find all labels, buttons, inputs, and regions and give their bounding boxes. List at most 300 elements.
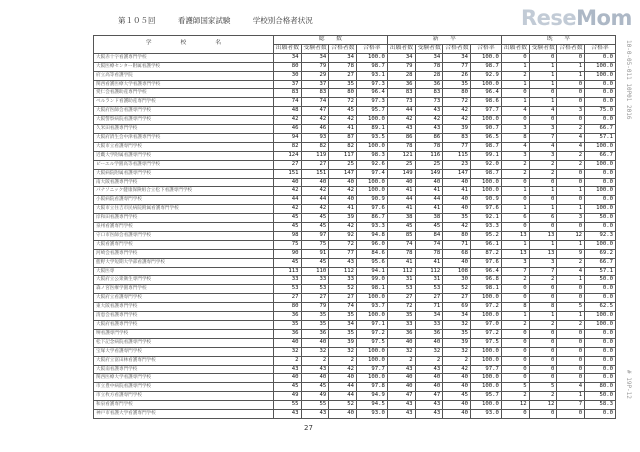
value-cell: 93.0 — [357, 410, 388, 419]
school-name: 関西看護医療大学看護専門学校 — [94, 80, 274, 89]
value-cell: 0 — [529, 329, 557, 338]
value-cell: 92.6 — [357, 160, 388, 169]
value-cell: 98.6 — [471, 98, 502, 107]
value-cell: 36 — [273, 329, 301, 338]
value-cell: 97 — [301, 231, 329, 240]
value-cell: 149 — [387, 169, 415, 178]
value-cell: 40 — [387, 383, 415, 392]
value-cell: 43 — [301, 365, 329, 374]
value-cell: 82 — [273, 142, 301, 151]
value-cell: 97.7 — [357, 365, 388, 374]
school-name: 市立枚方看護専門学校 — [94, 392, 274, 401]
value-cell: 57.1 — [585, 267, 616, 276]
sub-header-cell: 合格率 — [357, 44, 388, 53]
value-cell: 97.2 — [357, 329, 388, 338]
value-cell: 32 — [273, 347, 301, 356]
value-cell: 83 — [415, 89, 443, 98]
table-row — [94, 151, 616, 160]
value-cell: 32 — [329, 347, 357, 356]
value-cell: 0.0 — [585, 365, 616, 374]
table-row — [94, 80, 616, 89]
value-cell: 45 — [301, 223, 329, 232]
value-cell: 0.0 — [585, 196, 616, 205]
school-name: 大阪看護専門学校 — [94, 240, 274, 249]
value-cell: 69 — [443, 303, 471, 312]
sub-header-cell: 受験者数 — [529, 44, 557, 53]
value-cell: 72 — [329, 240, 357, 249]
value-cell: 0 — [529, 223, 557, 232]
value-cell: 98.7 — [471, 169, 502, 178]
value-cell: 100.0 — [471, 383, 502, 392]
value-cell: 100.0 — [357, 53, 388, 62]
value-cell: 45 — [329, 107, 357, 116]
value-cell: 147 — [443, 169, 471, 178]
table-row — [94, 214, 616, 223]
value-cell: 74 — [301, 98, 329, 107]
value-cell: 1 — [501, 187, 529, 196]
value-cell: 0.0 — [585, 98, 616, 107]
value-cell: 97.2 — [471, 303, 502, 312]
school-name: 神戸市看護大学看護専門学校 — [94, 410, 274, 419]
value-cell: 94.8 — [357, 231, 388, 240]
value-cell: 97.7 — [471, 107, 502, 116]
value-cell: 42 — [301, 205, 329, 214]
school-name: 岸和田看護専門学校 — [94, 214, 274, 223]
value-cell: 33 — [387, 321, 415, 330]
value-cell: 41 — [415, 205, 443, 214]
value-cell: 94.9 — [357, 392, 388, 401]
value-cell: 100.0 — [471, 401, 502, 410]
sub-header-cell: 合格者数 — [443, 44, 471, 53]
value-cell: 46 — [273, 125, 301, 134]
value-cell: 100.0 — [357, 347, 388, 356]
value-cell: 43 — [415, 410, 443, 419]
value-cell: 31 — [387, 276, 415, 285]
value-cell: 34 — [387, 53, 415, 62]
value-cell: 2 — [415, 356, 443, 365]
school-name: 市立豊中病院看護専門学校 — [94, 383, 274, 392]
value-cell: 32 — [387, 347, 415, 356]
value-cell: 43 — [387, 401, 415, 410]
value-cell: 23 — [443, 160, 471, 169]
school-name: 守口市医師会看護専門学校 — [94, 231, 274, 240]
value-cell: 66.7 — [585, 258, 616, 267]
value-cell: 78 — [387, 249, 415, 258]
value-cell: 40 — [443, 178, 471, 187]
value-cell: 2 — [557, 151, 585, 160]
value-cell: 93.7 — [357, 303, 388, 312]
value-cell: 86 — [415, 133, 443, 142]
value-cell: 75.0 — [585, 107, 616, 116]
value-cell: 74 — [415, 240, 443, 249]
value-cell: 40 — [415, 338, 443, 347]
value-cell: 45 — [301, 214, 329, 223]
value-cell: 42 — [273, 116, 301, 125]
value-cell: 53 — [415, 285, 443, 294]
value-cell: 1 — [529, 80, 557, 89]
sub-header-cell: 受験者数 — [415, 44, 443, 53]
value-cell: 45 — [443, 392, 471, 401]
value-cell: 0 — [501, 356, 529, 365]
value-cell: 95.7 — [357, 107, 388, 116]
value-cell: 40 — [329, 374, 357, 383]
table-row — [94, 107, 616, 116]
value-cell: 87 — [329, 133, 357, 142]
value-cell: 0 — [529, 196, 557, 205]
page-number: 27 — [304, 424, 313, 432]
value-cell: 78 — [387, 142, 415, 151]
value-cell: 27 — [301, 294, 329, 303]
value-cell: 113 — [273, 267, 301, 276]
value-cell: 47 — [415, 392, 443, 401]
value-cell: 0 — [501, 347, 529, 356]
table-row — [94, 312, 616, 321]
value-cell: 1 — [529, 98, 557, 107]
value-cell: 97.3 — [357, 80, 388, 89]
value-cell: 80 — [443, 89, 471, 98]
value-cell: 7 — [557, 401, 585, 410]
value-cell: 40 — [329, 178, 357, 187]
value-cell: 45 — [301, 383, 329, 392]
value-cell: 42 — [387, 116, 415, 125]
value-cell: 33 — [301, 276, 329, 285]
value-cell: 90.7 — [471, 125, 502, 134]
value-cell: 100.0 — [471, 80, 502, 89]
value-cell: 93.3 — [357, 223, 388, 232]
value-cell: 72 — [329, 98, 357, 107]
value-cell: 2 — [387, 356, 415, 365]
value-cell: 97.6 — [471, 258, 502, 267]
resemom-logo: ReseMom — [521, 6, 632, 30]
value-cell: 86.7 — [357, 214, 388, 223]
value-cell: 100.0 — [357, 178, 388, 187]
value-cell: 53 — [387, 285, 415, 294]
value-cell: 97.0 — [471, 321, 502, 330]
value-cell: 0.0 — [585, 347, 616, 356]
value-cell: 40 — [273, 374, 301, 383]
value-cell: 100.0 — [471, 347, 502, 356]
value-cell: 0 — [557, 223, 585, 232]
value-cell: 40 — [443, 258, 471, 267]
value-cell: 2 — [501, 276, 529, 285]
value-cell: 36 — [415, 80, 443, 89]
school-name: 東大阪看護専門学校 — [94, 303, 274, 312]
school-name: 久米田看護専門学校 — [94, 125, 274, 134]
report-subtitle: 学校別合格者状況 — [252, 16, 313, 25]
value-cell: 40 — [273, 178, 301, 187]
value-cell: 41 — [415, 187, 443, 196]
table-row — [94, 196, 616, 205]
school-name: 河崎会看護専門学校 — [94, 249, 274, 258]
value-cell: 0 — [501, 374, 529, 383]
table-row — [94, 169, 616, 178]
value-cell: 34 — [415, 53, 443, 62]
value-cell: 30 — [273, 71, 301, 80]
value-cell: 36 — [273, 312, 301, 321]
value-cell: 0 — [501, 223, 529, 232]
value-cell: 97.5 — [357, 338, 388, 347]
value-cell: 99.0 — [357, 276, 388, 285]
value-cell: 80 — [329, 89, 357, 98]
value-cell: 2 — [443, 356, 471, 365]
exam-round: 第１０５回 — [118, 16, 156, 25]
value-cell: 6 — [529, 214, 557, 223]
value-cell: 78 — [415, 142, 443, 151]
value-cell: 35 — [301, 312, 329, 321]
value-cell: 55 — [301, 401, 329, 410]
value-cell: 28 — [415, 71, 443, 80]
table-row — [94, 142, 616, 151]
value-cell: 78 — [415, 62, 443, 71]
table-row — [94, 267, 616, 276]
value-cell: 74 — [273, 98, 301, 107]
table-row — [94, 285, 616, 294]
value-cell: 92.9 — [471, 71, 502, 80]
value-cell: 96.4 — [471, 89, 502, 98]
value-cell: 82 — [301, 142, 329, 151]
value-cell: 43 — [387, 125, 415, 134]
value-cell: 100.0 — [585, 187, 616, 196]
table-row — [94, 276, 616, 285]
value-cell: 0 — [557, 169, 585, 178]
table-row — [94, 249, 616, 258]
value-cell: 100.0 — [471, 116, 502, 125]
value-cell: 52 — [443, 285, 471, 294]
value-cell: 43 — [273, 410, 301, 419]
value-cell: 1 — [501, 62, 529, 71]
table-row — [94, 347, 616, 356]
school-name: 泉州看護専門学校 — [94, 223, 274, 232]
value-cell: 75 — [273, 240, 301, 249]
value-cell: 44 — [415, 196, 443, 205]
value-cell: 71 — [415, 303, 443, 312]
exam-title: 看護師国家試験 — [177, 16, 231, 25]
value-cell: 40 — [301, 178, 329, 187]
value-cell: 73 — [415, 98, 443, 107]
value-cell: 1 — [529, 62, 557, 71]
value-cell: 1 — [529, 71, 557, 80]
value-cell: 5 — [501, 383, 529, 392]
table-row — [94, 401, 616, 410]
school-name: 大阪府立公衆衛生専門学校 — [94, 276, 274, 285]
value-cell: 39 — [443, 125, 471, 134]
value-cell: 0.0 — [585, 89, 616, 98]
value-cell: 100.0 — [585, 312, 616, 321]
value-cell: 62.5 — [585, 303, 616, 312]
value-cell: 119 — [301, 151, 329, 160]
table-row — [94, 365, 616, 374]
value-cell: 1 — [501, 98, 529, 107]
value-cell: 98 — [273, 231, 301, 240]
table-row — [94, 231, 616, 240]
value-cell: 2 — [529, 276, 557, 285]
table-row — [94, 53, 616, 62]
value-cell: 27 — [273, 160, 301, 169]
value-cell: 35 — [387, 312, 415, 321]
value-cell: 35 — [301, 321, 329, 330]
value-cell: 37 — [301, 80, 329, 89]
school-name: 愛仁会看護助産専門学校 — [94, 89, 274, 98]
value-cell: 0 — [557, 356, 585, 365]
value-cell: 7 — [529, 133, 557, 142]
value-cell: 97.1 — [357, 321, 388, 330]
value-cell: 25 — [415, 160, 443, 169]
value-cell: 50.0 — [585, 276, 616, 285]
value-cell: 0 — [529, 374, 557, 383]
value-cell: 1 — [557, 62, 585, 71]
value-cell: 79 — [301, 62, 329, 71]
value-cell: 80 — [273, 303, 301, 312]
value-cell: 99.1 — [471, 151, 502, 160]
value-cell: 40 — [387, 338, 415, 347]
group-header-repeat: 既 卒 — [501, 36, 615, 45]
value-cell: 42 — [273, 205, 301, 214]
value-cell: 57.1 — [585, 133, 616, 142]
value-cell: 0 — [557, 196, 585, 205]
value-cell: 100.0 — [471, 187, 502, 196]
school-name: 小阪病院看護専門学校 — [94, 196, 274, 205]
value-cell: 1 — [529, 312, 557, 321]
value-cell: 43 — [415, 125, 443, 134]
results-table — [93, 35, 616, 419]
value-cell: 97.6 — [357, 205, 388, 214]
value-cell: 33 — [415, 321, 443, 330]
value-cell: 37 — [273, 80, 301, 89]
value-cell: 0 — [557, 329, 585, 338]
sub-header-cell: 受験者数 — [301, 44, 329, 53]
value-cell: 121 — [387, 151, 415, 160]
value-cell: 35 — [443, 329, 471, 338]
value-cell: 0.0 — [585, 80, 616, 89]
value-cell: 80.0 — [585, 383, 616, 392]
value-cell: 100.0 — [585, 62, 616, 71]
table-row — [94, 321, 616, 330]
school-name: 近畿大学附属看護専門学校 — [94, 151, 274, 160]
value-cell: 0 — [557, 410, 585, 419]
value-cell: 2 — [501, 160, 529, 169]
value-cell: 0.0 — [585, 178, 616, 187]
value-cell: 0 — [557, 285, 585, 294]
value-cell: 43 — [273, 365, 301, 374]
value-cell: 44 — [387, 107, 415, 116]
value-cell: 27 — [387, 294, 415, 303]
value-cell: 112 — [415, 267, 443, 276]
school-name: 大阪府済生会中津看護専門学校 — [94, 133, 274, 142]
value-cell: 40 — [301, 374, 329, 383]
value-cell: 44 — [301, 196, 329, 205]
value-cell: 84 — [415, 231, 443, 240]
value-cell: 41 — [443, 187, 471, 196]
value-cell: 83 — [273, 89, 301, 98]
value-cell: 43 — [415, 401, 443, 410]
value-cell: 80 — [443, 231, 471, 240]
value-cell: 43 — [415, 365, 443, 374]
sub-header-cell: 合格者数 — [329, 44, 357, 53]
value-cell: 13 — [529, 249, 557, 258]
value-cell: 90 — [273, 249, 301, 258]
value-cell: 27 — [273, 294, 301, 303]
value-cell: 116 — [415, 151, 443, 160]
value-cell: 12 — [529, 401, 557, 410]
school-name: 藍野大学短期大学部看護専門学校 — [94, 258, 274, 267]
value-cell: 100.0 — [471, 178, 502, 187]
value-cell: 55 — [273, 401, 301, 410]
value-cell: 0 — [501, 178, 529, 187]
value-cell: 3 — [557, 214, 585, 223]
value-cell: 2 — [501, 392, 529, 401]
school-name: 南大阪看護専門学校 — [94, 178, 274, 187]
value-cell: 42 — [443, 365, 471, 374]
value-cell: 41 — [415, 258, 443, 267]
value-cell: 0 — [529, 410, 557, 419]
value-cell: 151 — [301, 169, 329, 178]
value-cell: 27 — [301, 160, 329, 169]
value-cell: 74 — [387, 240, 415, 249]
value-cell: 47 — [301, 107, 329, 116]
value-cell: 32 — [443, 347, 471, 356]
value-cell: 26 — [443, 71, 471, 80]
table-row — [94, 178, 616, 187]
value-cell: 40 — [443, 410, 471, 419]
value-cell: 4 — [529, 107, 557, 116]
value-cell: 96.8 — [471, 276, 502, 285]
table-row — [94, 71, 616, 80]
value-cell: 0.0 — [585, 223, 616, 232]
sub-header-cell: 出願者数 — [501, 44, 529, 53]
value-cell: 95.7 — [471, 392, 502, 401]
value-cell: 35 — [443, 214, 471, 223]
table-row — [94, 303, 616, 312]
value-cell: 52 — [329, 285, 357, 294]
value-cell: 38 — [387, 214, 415, 223]
value-cell: 97.7 — [471, 365, 502, 374]
value-cell: 0 — [529, 178, 557, 187]
value-cell: 92 — [329, 231, 357, 240]
value-cell: 87.2 — [471, 249, 502, 258]
value-cell: 3 — [557, 107, 585, 116]
value-cell: 32 — [443, 321, 471, 330]
group-header-total: 総 数 — [273, 36, 387, 45]
value-cell: 1 — [557, 205, 585, 214]
school-name: 関西医療大学看護専門学校 — [94, 374, 274, 383]
value-cell: 45 — [301, 258, 329, 267]
value-cell: 40 — [415, 178, 443, 187]
value-cell: 49 — [301, 392, 329, 401]
value-cell: 1 — [557, 392, 585, 401]
school-name: 堺看護専門学校 — [94, 329, 274, 338]
value-cell: 0 — [529, 338, 557, 347]
value-cell: 52 — [329, 401, 357, 410]
value-cell: 34 — [301, 53, 329, 62]
school-name: 大阪警察病院看護専門学校 — [94, 116, 274, 125]
value-cell: 2 — [529, 169, 557, 178]
value-cell: 79 — [387, 62, 415, 71]
value-cell: 93.0 — [471, 410, 502, 419]
table-body — [94, 53, 616, 418]
value-cell: 35 — [443, 80, 471, 89]
value-cell: 0.0 — [585, 338, 616, 347]
value-cell: 89.1 — [357, 125, 388, 134]
table-row — [94, 125, 616, 134]
value-cell: 34 — [329, 53, 357, 62]
value-cell: 1 — [529, 240, 557, 249]
value-cell: 25 — [387, 160, 415, 169]
value-cell: 7 — [501, 267, 529, 276]
value-cell: 40 — [273, 338, 301, 347]
value-cell: 34 — [443, 312, 471, 321]
value-cell: 72 — [387, 303, 415, 312]
table-row — [94, 116, 616, 125]
